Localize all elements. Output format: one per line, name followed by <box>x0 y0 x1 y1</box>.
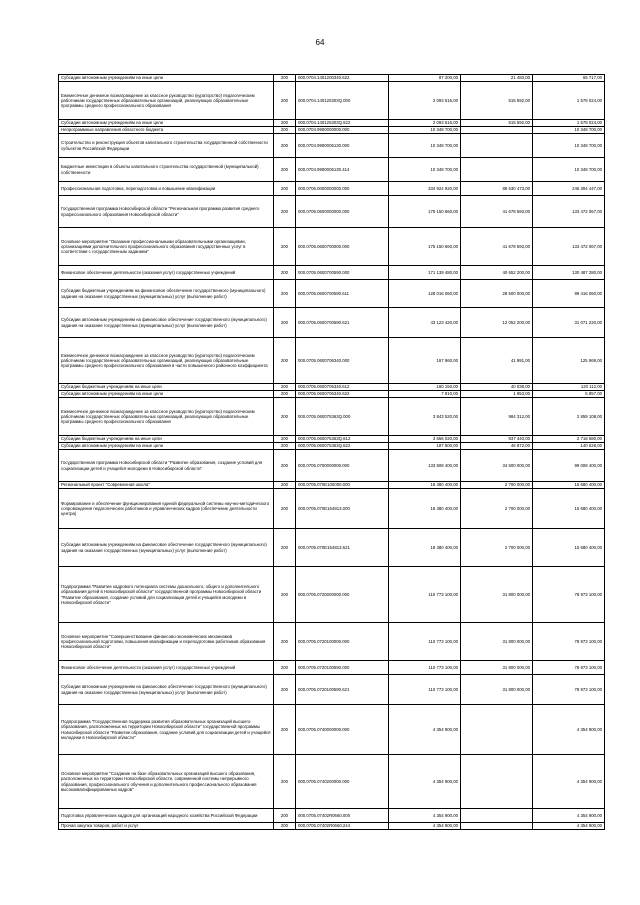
row-amount-executed <box>461 823 533 830</box>
row-name: Прочая закупка товаров, работ и услуг <box>59 823 274 830</box>
row-code: 200 <box>274 398 296 436</box>
row-kbk: 000.0705.07402R0660.000 <box>296 809 389 823</box>
row-amount-remaining: 4 354 900,00 <box>533 755 605 809</box>
row-kbk: 000.0705.0700000000.000 <box>296 450 389 482</box>
row-kbk: 000.0705.0600706340.000 <box>296 338 389 384</box>
row-code: 200 <box>274 567 296 623</box>
row-amount-executed: 41 991,00 <box>461 338 533 384</box>
row-amount-remaining: 78 973 100,00 <box>533 675 605 705</box>
row-amount-remaining: 10 348 700,00 <box>533 134 605 158</box>
row-amount-remaining: 2 859 108,00 <box>533 398 605 436</box>
row-name: Основное мероприятие "Создание на базе образовательных организаций высшего образования, расположенных на территории Новосибирской области, современной системы непрерывного образования, профессионального обучения и дополнительного профессионального образования высококвалифицированных кадров" <box>59 755 274 809</box>
row-code: 200 <box>274 675 296 705</box>
table-row <box>59 529 605 567</box>
row-amount-executed: 2 700 000,00 <box>461 489 533 529</box>
table-row <box>59 391 605 398</box>
row-kbk: 000.0705.0000000000.000 <box>296 182 389 196</box>
row-amount-executed: 28 600 000,00 <box>461 280 533 308</box>
table-row <box>59 482 605 489</box>
row-kbk: 000.0705.0720100590.000 <box>296 661 389 675</box>
row-name: Финансовое обеспечение деятельности (оказания услуг) государственных учреждений <box>59 661 274 675</box>
row-kbk: 000.0705.0720100000.000 <box>296 623 389 661</box>
row-kbk: 000.0705.07402R0660.244 <box>296 823 389 830</box>
table-row <box>59 280 605 308</box>
row-amount-approved: 43 123 420,00 <box>389 308 461 338</box>
row-kbk: 000.0705.0600706340.612 <box>296 384 389 391</box>
row-code: 200 <box>274 120 296 127</box>
row-kbk: 000.0704.9900006130.414 <box>296 158 389 182</box>
table-row <box>59 182 605 196</box>
row-amount-remaining: 15 680 400,00 <box>533 529 605 567</box>
row-code: 200 <box>274 489 296 529</box>
row-amount-remaining: 78 973 100,00 <box>533 567 605 623</box>
row-amount-executed: 31 800 000,00 <box>461 623 533 661</box>
row-amount-remaining: 2 718 580,00 <box>533 436 605 443</box>
row-amount-remaining: 133 472 067,00 <box>533 228 605 266</box>
table-row <box>59 489 605 529</box>
table-row <box>59 661 605 675</box>
row-amount-approved: 160 150,00 <box>389 384 461 391</box>
row-code: 200 <box>274 134 296 158</box>
row-amount-executed: 515 592,00 <box>461 82 533 120</box>
row-amount-executed <box>461 755 533 809</box>
table-row <box>59 384 605 391</box>
row-amount-remaining: 10 348 700,00 <box>533 127 605 134</box>
row-name: Субсидии бюджетным учреждениям на иные цели <box>59 436 274 443</box>
row-kbk: 000.0705.0600700590.621 <box>296 308 389 338</box>
row-amount-approved: 110 773 100,00 <box>389 675 461 705</box>
table-row <box>59 809 605 823</box>
table-row <box>59 705 605 755</box>
row-name: Подпрограмма "Развитие кадрового потенциала системы дошкольного, общего и дополнительного образования детей в Новосибирской области" государственной программы Новосибирской области "Развитие образования, создание условий для социализации детей и учащейся молодежи в Новосибирской области" <box>59 567 274 623</box>
row-code: 200 <box>274 127 296 134</box>
row-kbk: 000.0705.0600700000.000 <box>296 228 389 266</box>
row-name: Субсидии автономным учреждениям на финансовое обеспечение государственного (муниципального) задания на оказание государственных (муниципальных) услуг (выполнение работ) <box>59 308 274 338</box>
row-amount-remaining: 99 416 060,00 <box>533 280 605 308</box>
row-amount-approved: 110 773 100,00 <box>389 623 461 661</box>
row-name: Субсидии автономным учреждениям на финансовое обеспечение государственного (муниципального) задания на оказание государственных (муниципальных) услуг (выполнение работ) <box>59 675 274 705</box>
row-amount-approved: 175 150 660,00 <box>389 228 461 266</box>
row-amount-executed <box>461 158 533 182</box>
row-amount-approved: 128 016 060,00 <box>389 280 461 308</box>
row-name: Ежемесячное денежное вознаграждение за классное руководство (кураторство) педагогическим работникам государственных образовательных организаций, реализующих образовательные программы среднего профессионального образования <box>59 398 274 436</box>
table-row <box>59 675 605 705</box>
row-code: 200 <box>274 705 296 755</box>
row-amount-remaining: 4 354 900,00 <box>533 809 605 823</box>
budget-table <box>58 74 605 830</box>
table-row <box>59 398 605 436</box>
row-amount-executed: 984 312,00 <box>461 398 533 436</box>
row-kbk: 000.0704.140125303Q.622 <box>296 120 389 127</box>
row-amount-remaining: 140 628,00 <box>533 443 605 450</box>
row-kbk: 000.0705.060075363Q.000 <box>296 398 389 436</box>
row-name: Подпрограмма "Государственная поддержка развития образовательных организаций высшего образования, расположенных на территории Новосибирской области" государственной программы Новосибирской области "Развитие образования, создание условий для социализации детей и учащейся молодежи в Новосибирской области" <box>59 705 274 755</box>
table-row <box>59 196 605 228</box>
row-amount-executed: 46 872,00 <box>461 443 533 450</box>
row-amount-remaining: 15 680 400,00 <box>533 482 605 489</box>
row-amount-executed <box>461 809 533 823</box>
row-amount-executed: 40 038,00 <box>461 384 533 391</box>
row-name: Ежемесячное денежное вознаграждение за классное руководство (кураторство) педагогическим работникам государственных образовательных организаций, реализующих образовательные программы среднего профессионального образования <box>59 82 274 120</box>
row-kbk: 000.0705.070E100000.000 <box>296 482 389 489</box>
row-amount-executed: 2 700 000,00 <box>461 529 533 567</box>
row-name: Формирование и обеспечение функционирования единой федеральной системы научно-методического сопровождения педагогических работников и управленческих кадров (обеспечение деятельности центра) <box>59 489 274 529</box>
row-code: 200 <box>274 755 296 809</box>
row-kbk: 000.0705.070E154813.621 <box>296 529 389 567</box>
row-amount-executed: 31 800 000,00 <box>461 675 533 705</box>
row-code: 200 <box>274 280 296 308</box>
row-name: Государственная программа Новосибирской области "Региональная программа развития среднего профессионального образования Новосибирской области" <box>59 196 274 228</box>
row-code: 200 <box>274 482 296 489</box>
row-kbk: 000.0704.1401200340.622 <box>296 75 389 82</box>
row-amount-approved: 18 380 400,00 <box>389 482 461 489</box>
row-name: Государственная программа Новосибирской области "Развитие образования, создание условий для социализации детей и учащейся молодежи в Новосибирской области" <box>59 450 274 482</box>
row-amount-approved: 171 139 480,00 <box>389 266 461 280</box>
row-kbk: 000.0704.9900000000.000 <box>296 127 389 134</box>
row-code: 200 <box>274 661 296 675</box>
row-kbk: 000.0704.9900006130.000 <box>296 134 389 158</box>
row-amount-executed <box>461 705 533 755</box>
row-kbk: 000.0705.0600700590.000 <box>296 266 389 280</box>
row-kbk: 000.0705.0600700590.611 <box>296 280 389 308</box>
row-code: 200 <box>274 823 296 830</box>
row-amount-executed: 40 652 200,00 <box>461 266 533 280</box>
row-amount-approved: 18 380 400,00 <box>389 529 461 567</box>
row-name: Субсидии автономным учреждениям на финансовое обеспечение государственного (муниципального) задания на оказание государственных (муниципальных) услуг (выполнение работ) <box>59 529 274 567</box>
row-amount-approved: 175 150 660,00 <box>389 196 461 228</box>
row-amount-executed: 2 700 000,00 <box>461 482 533 489</box>
row-code: 200 <box>274 266 296 280</box>
row-code: 200 <box>274 436 296 443</box>
row-amount-remaining: 10 348 700,00 <box>533 158 605 182</box>
row-amount-remaining: 78 973 100,00 <box>533 661 605 675</box>
row-code: 200 <box>274 158 296 182</box>
row-code: 200 <box>274 228 296 266</box>
row-code: 200 <box>274 182 296 196</box>
row-amount-remaining: 120 112,00 <box>533 384 605 391</box>
row-code: 200 <box>274 809 296 823</box>
table-row <box>59 623 605 661</box>
row-name: Субсидии автономным учреждениям на иные цели <box>59 120 274 127</box>
row-name: Субсидии бюджетным учреждениям на иные цели <box>59 384 274 391</box>
row-amount-executed: 88 530 473,00 <box>461 182 533 196</box>
table-row <box>59 308 605 338</box>
row-amount-remaining: 5 857,00 <box>533 391 605 398</box>
row-amount-approved: 110 773 100,00 <box>389 567 461 623</box>
table-row <box>59 228 605 266</box>
row-amount-remaining: 130 487 280,00 <box>533 266 605 280</box>
row-name: Подготовка управленческих кадров для организаций народного хозяйства Российской Федерации <box>59 809 274 823</box>
row-amount-executed: 41 678 593,00 <box>461 228 533 266</box>
row-amount-remaining: 125 969,00 <box>533 338 605 384</box>
row-code: 200 <box>274 82 296 120</box>
row-amount-remaining: 246 394 447,00 <box>533 182 605 196</box>
row-name: Основное мероприятие "Оказание профессиональными образовательными организациями, организациями дополнительного профессионального образования государственных услуг в соответствии с государственным заданием" <box>59 228 274 266</box>
row-amount-remaining: 1 578 024,00 <box>533 82 605 120</box>
table-row <box>59 158 605 182</box>
row-amount-remaining: 15 680 400,00 <box>533 489 605 529</box>
row-amount-remaining: 78 973 100,00 <box>533 623 605 661</box>
row-amount-approved: 110 773 100,00 <box>389 661 461 675</box>
row-name: Субсидии автономным учреждениям на иные цели <box>59 391 274 398</box>
row-amount-remaining: 31 071 220,00 <box>533 308 605 338</box>
row-amount-approved: 187 500,00 <box>389 443 461 450</box>
row-amount-approved: 10 348 700,00 <box>389 134 461 158</box>
row-amount-approved: 87 200,00 <box>389 75 461 82</box>
row-kbk: 000.0705.060075363Q.612 <box>296 436 389 443</box>
row-code: 200 <box>274 529 296 567</box>
row-amount-approved: 2 093 616,00 <box>389 82 461 120</box>
row-amount-approved: 10 348 700,00 <box>389 127 461 134</box>
row-amount-executed: 21 483,00 <box>461 75 533 82</box>
row-name: Непрограммные направления областного бюджета <box>59 127 274 134</box>
row-name: Финансовое обеспечение деятельности (оказания услуг) государственных учреждений <box>59 266 274 280</box>
table-row <box>59 755 605 809</box>
row-code: 200 <box>274 308 296 338</box>
table-row <box>59 82 605 120</box>
row-amount-executed <box>461 134 533 158</box>
row-kbk: 000.0705.0600706340.622 <box>296 391 389 398</box>
row-code: 200 <box>274 623 296 661</box>
row-amount-executed: 937 440,00 <box>461 436 533 443</box>
row-kbk: 000.0705.0740200000.000 <box>296 755 389 809</box>
row-amount-approved: 3 843 520,00 <box>389 398 461 436</box>
row-name: Основное мероприятие "Совершенствование финансово-экономических механизмов профессиональной подготовки, повышения квалификации и переподготовки работников образования Новосибирской области" <box>59 623 274 661</box>
table-row <box>59 120 605 127</box>
row-code: 200 <box>274 443 296 450</box>
row-amount-executed: 31 800 000,00 <box>461 661 533 675</box>
row-code: 200 <box>274 75 296 82</box>
row-amount-approved: 3 656 020,00 <box>389 436 461 443</box>
row-amount-remaining: 65 717,00 <box>533 75 605 82</box>
row-amount-approved: 10 348 700,00 <box>389 158 461 182</box>
row-amount-remaining: 4 354 900,00 <box>533 823 605 830</box>
row-code: 200 <box>274 338 296 384</box>
row-amount-executed: 41 678 593,00 <box>461 196 533 228</box>
table-row <box>59 436 605 443</box>
row-name: Субсидии бюджетным учреждениям на финансовое обеспечение государственного (муниципального) задания на оказание государственных (муниципальных) услуг (выполнение работ) <box>59 280 274 308</box>
table-row <box>59 338 605 384</box>
row-name: Региональный проект "Современная школа" <box>59 482 274 489</box>
row-code: 200 <box>274 391 296 398</box>
row-amount-approved: 4 354 900,00 <box>389 755 461 809</box>
row-name: Строительство и реконструкция объектов капитального строительства государственной собственности субъектов Российской Федерации <box>59 134 274 158</box>
row-amount-approved: 4 354 900,00 <box>389 809 461 823</box>
table-row <box>59 567 605 623</box>
row-amount-executed <box>461 127 533 134</box>
row-kbk: 000.0705.060075363Q.622 <box>296 443 389 450</box>
row-name: Субсидии автономным учреждениям на иные цели <box>59 443 274 450</box>
row-amount-approved: 18 380 400,00 <box>389 489 461 529</box>
page-number: 64 <box>315 38 325 47</box>
table-row <box>59 823 605 830</box>
row-code: 200 <box>274 450 296 482</box>
row-code: 200 <box>274 196 296 228</box>
row-kbk: 000.0705.070E154813.000 <box>296 489 389 529</box>
row-name: Ежемесячное денежное вознаграждение за классное руководство (кураторство) педагогическим работникам государственных образовательных организаций, реализующих образовательные программы среднего профессионального образования в части повышенного районного коэффициента <box>59 338 274 384</box>
row-kbk: 000.0705.0740000000.000 <box>296 705 389 755</box>
row-amount-executed: 1 953,00 <box>461 391 533 398</box>
row-amount-executed: 12 052 200,00 <box>461 308 533 338</box>
row-amount-executed: 515 592,00 <box>461 120 533 127</box>
row-kbk: 000.0705.0720100590.621 <box>296 675 389 705</box>
row-amount-approved: 133 508 400,00 <box>389 450 461 482</box>
row-name: Субсидии автономным учреждениям на иные цели <box>59 75 274 82</box>
row-amount-approved: 4 354 900,00 <box>389 823 461 830</box>
row-name: Бюджетные инвестиции в объекты капитального строительства государственной (муниципальной) собственности <box>59 158 274 182</box>
row-amount-approved: 2 093 616,00 <box>389 120 461 127</box>
table-row <box>59 450 605 482</box>
row-kbk: 000.0705.0600000000.000 <box>296 196 389 228</box>
table-row <box>59 443 605 450</box>
row-kbk: 000.0705.0720000000.000 <box>296 567 389 623</box>
table-row <box>59 266 605 280</box>
row-amount-approved: 4 354 900,00 <box>389 705 461 755</box>
row-amount-approved: 167 960,00 <box>389 338 461 384</box>
row-amount-remaining: 4 354 900,00 <box>533 705 605 755</box>
row-kbk: 000.0704.140125303Q.000 <box>296 82 389 120</box>
row-amount-remaining: 133 472 067,00 <box>533 196 605 228</box>
row-amount-executed: 31 800 000,00 <box>461 567 533 623</box>
row-code: 200 <box>274 384 296 391</box>
row-amount-executed: 34 500 000,00 <box>461 450 533 482</box>
row-name: Профессиональная подготовка, переподготовка и повышение квалификации <box>59 182 274 196</box>
table-row <box>59 134 605 158</box>
row-amount-approved: 334 924 920,00 <box>389 182 461 196</box>
row-amount-remaining: 1 578 024,00 <box>533 120 605 127</box>
budget-table-body <box>59 75 605 830</box>
table-row <box>59 127 605 134</box>
row-amount-remaining: 99 008 400,00 <box>533 450 605 482</box>
row-amount-approved: 7 810,00 <box>389 391 461 398</box>
table-row <box>59 75 605 82</box>
